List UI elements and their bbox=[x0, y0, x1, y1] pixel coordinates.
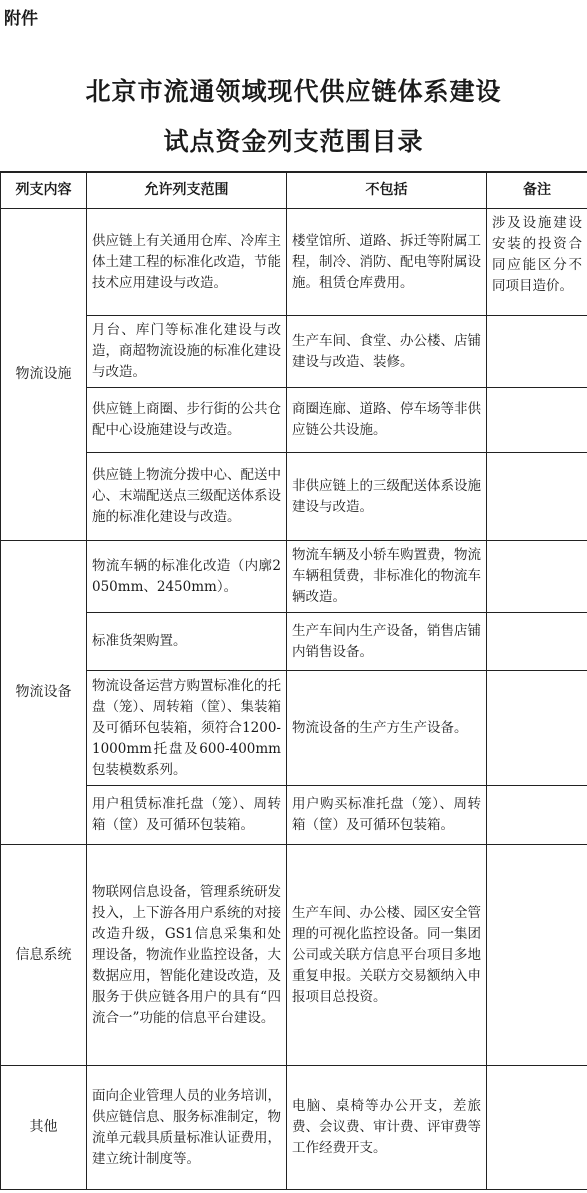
table-row bbox=[1, 613, 587, 671]
allowed-cell: 物流车辆的标准化改造（内廓2050mm、2450mm）。 bbox=[87, 541, 287, 613]
allowed-cell: 月台、库门等标准化建设与改造，商超物流设施的标准化建设与改造。 bbox=[87, 316, 287, 388]
allowed-cell: 物联网信息设备，管理系统研发投入，上下游各用户系统的对接改造升级，GS1信息采集和处理设备，物流作业监控设备，大数据应用，智能化建设改造，及服务于供应链各用户的具有“四流合一”功能的信息平台建设。 bbox=[87, 845, 287, 1066]
note-cell bbox=[487, 453, 587, 541]
allowed-cell: 供应链上有关通用仓库、冷库主体土建工程的标准化改造，节能技术应用建设与改造。 bbox=[87, 209, 287, 316]
excluded-cell: 用户购买标准托盘（笼）、周转箱（筐）及可循环包装箱。 bbox=[287, 786, 487, 845]
allowed-cell: 供应链上商圈、步行街的公共仓配中心设施建设与改造。 bbox=[87, 388, 287, 453]
allowed-cell: 物流设备运营方购置标准化的托盘（笼）、周转箱（筐）、集装箱及可循环包装箱，须符合1200-1000mm托盘及600-400mm包装模数系列。 bbox=[87, 671, 287, 786]
column-header-allowed: 允许列支范围 bbox=[87, 172, 287, 209]
table-row bbox=[1, 845, 587, 1066]
expense-scope-table bbox=[0, 171, 587, 1190]
excluded-cell: 生产车间、办公楼、园区安全管理的可视化监控设备。同一集团公司或关联方信息平台项目多地重复申报。关联方交易额纳入申报项目总投资。 bbox=[287, 845, 487, 1066]
note-cell: 涉及设施建设安装的投资合同应能区分不同项目造价。 bbox=[487, 209, 587, 316]
excluded-cell: 生产车间、食堂、办公楼、店铺建设与改造、装修。 bbox=[287, 316, 487, 388]
allowed-cell: 供应链上物流分拨中心、配送中心、末端配送点三级配送体系设施的标准化建设与改造。 bbox=[87, 453, 287, 541]
excluded-cell: 楼堂馆所、道路、拆迁等附属工程，制冷、消防、配电等附属设施。租赁仓库费用。 bbox=[287, 209, 487, 316]
column-header-note: 备注 bbox=[487, 172, 587, 209]
table-header-row bbox=[1, 172, 587, 209]
table-row bbox=[1, 316, 587, 388]
note-cell bbox=[487, 671, 587, 786]
category-cell: 其他 bbox=[1, 1066, 87, 1190]
column-header-category: 列支内容 bbox=[1, 172, 87, 209]
table-row bbox=[1, 671, 587, 786]
allowed-cell: 面向企业管理人员的业务培训，供应链信息、服务标准制定，物流单元载具质量标准认证费用，建立统计制度等。 bbox=[87, 1066, 287, 1190]
excluded-cell: 生产车间内生产设备，销售店铺内销售设备。 bbox=[287, 613, 487, 671]
excluded-cell: 非供应链上的三级配送体系设施建设与改造。 bbox=[287, 453, 487, 541]
excluded-cell: 商圈连廊、道路、停车场等非供应链公共设施。 bbox=[287, 388, 487, 453]
table-row bbox=[1, 209, 587, 316]
table-row bbox=[1, 786, 587, 845]
excluded-cell: 电脑、桌椅等办公开支，差旅费、会议费、审计费、评审费等工作经费开支。 bbox=[287, 1066, 487, 1190]
excluded-cell: 物流设备的生产方生产设备。 bbox=[287, 671, 487, 786]
category-cell: 物流设施 bbox=[1, 209, 87, 541]
category-cell: 物流设备 bbox=[1, 541, 87, 845]
excluded-cell: 物流车辆及小轿车购置费，物流车辆租赁费，非标准化的物流车辆改造。 bbox=[287, 541, 487, 613]
note-cell bbox=[487, 316, 587, 388]
table-row bbox=[1, 1066, 587, 1190]
allowed-cell: 用户租赁标准托盘（笼）、周转箱（筐）及可循环包装箱。 bbox=[87, 786, 287, 845]
note-cell bbox=[487, 786, 587, 845]
attachment-label: 附件 bbox=[4, 9, 38, 29]
category-cell: 信息系统 bbox=[1, 845, 87, 1066]
table-row bbox=[1, 541, 587, 613]
note-cell bbox=[487, 541, 587, 613]
note-cell bbox=[487, 845, 587, 1066]
note-cell bbox=[487, 388, 587, 453]
document-title-line-1: 北京市流通领域现代供应链体系建设 bbox=[85, 77, 502, 106]
document-title-line-2: 试点资金列支范围目录 bbox=[163, 127, 424, 156]
column-header-excluded: 不包括 bbox=[287, 172, 487, 209]
note-cell bbox=[487, 1066, 587, 1190]
table-row bbox=[1, 453, 587, 541]
note-cell bbox=[487, 613, 587, 671]
allowed-cell: 标准货架购置。 bbox=[87, 613, 287, 671]
table-row bbox=[1, 388, 587, 453]
